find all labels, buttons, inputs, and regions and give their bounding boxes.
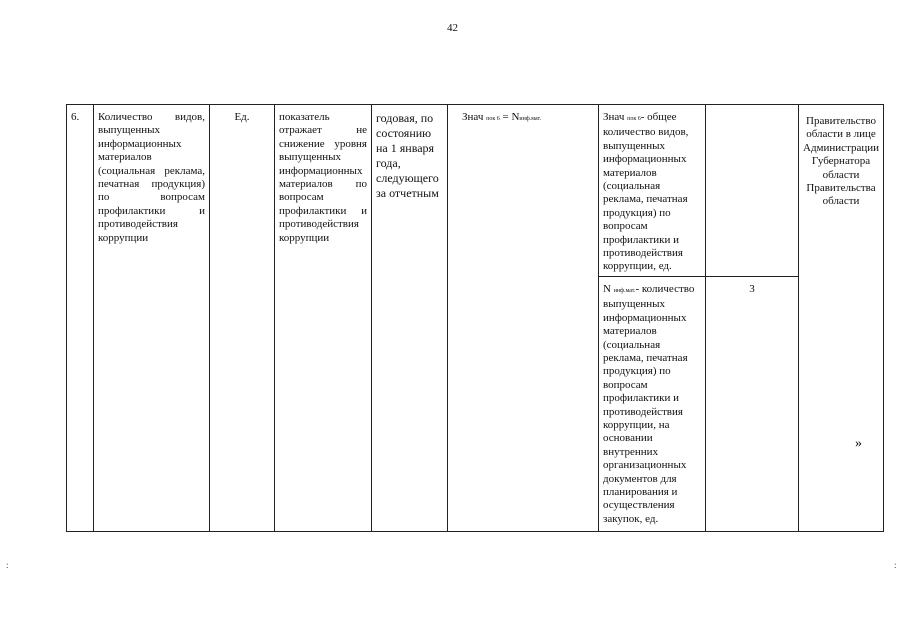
formula-lhs-sub: пок 6 [486,116,500,122]
definition-1 [599,105,706,277]
formula-rhs-sub: инф.мат. [519,116,542,122]
definition-2 [599,276,706,531]
formula-lhs: Знач [462,111,484,123]
table-row [67,105,884,277]
closing-quote: » [855,436,862,451]
periodicity-cell: годовая, по состоянию на 1 января года, следующего за отчетным [372,105,448,532]
left-edge-mark: : [6,560,9,570]
value-cell-1 [706,105,799,277]
indicator-name: Количество видов, выпущенных информационных материалов (социальная реклама, печатная продукция) по вопросам профилактики и противодействия коррупции [94,105,210,532]
row-number: 6. [67,105,94,532]
unit-cell: Ед. [210,105,275,532]
value-cell-2: 3 [706,276,799,531]
indicator-description: показатель отражает не снижение уровня выпущенных информационных материалов по вопросам профилактики и противодействия коррупции [275,105,372,532]
def2-head: N [603,282,611,295]
right-edge-mark: : [894,560,897,570]
responsible-cell: Правительство области в лице Администрации Губернатора области Правительства области [799,105,884,532]
def1-head: Знач [603,111,625,123]
indicator-table [66,104,884,532]
def1-head-sub: пок 6 [627,116,641,122]
page-number: 42 [447,22,458,34]
formula-cell [448,105,599,532]
def2-head-sub: инф.мат. [613,287,636,294]
formula-eq: = N [499,111,520,123]
def2-text: - количество выпущенных информационных материалов (социальная реклама, печатная продукция) по вопросам профилактики и противодействия коррупции, на основании внутренних организационных документов для планирования и осуществления закупок, ед. [603,282,695,525]
def1-text: - общее количество видов, выпущенных информационных материалов (социальная реклама, печатная продукция) по вопросам профилактики и противодействия коррупции, ед. [603,111,689,273]
